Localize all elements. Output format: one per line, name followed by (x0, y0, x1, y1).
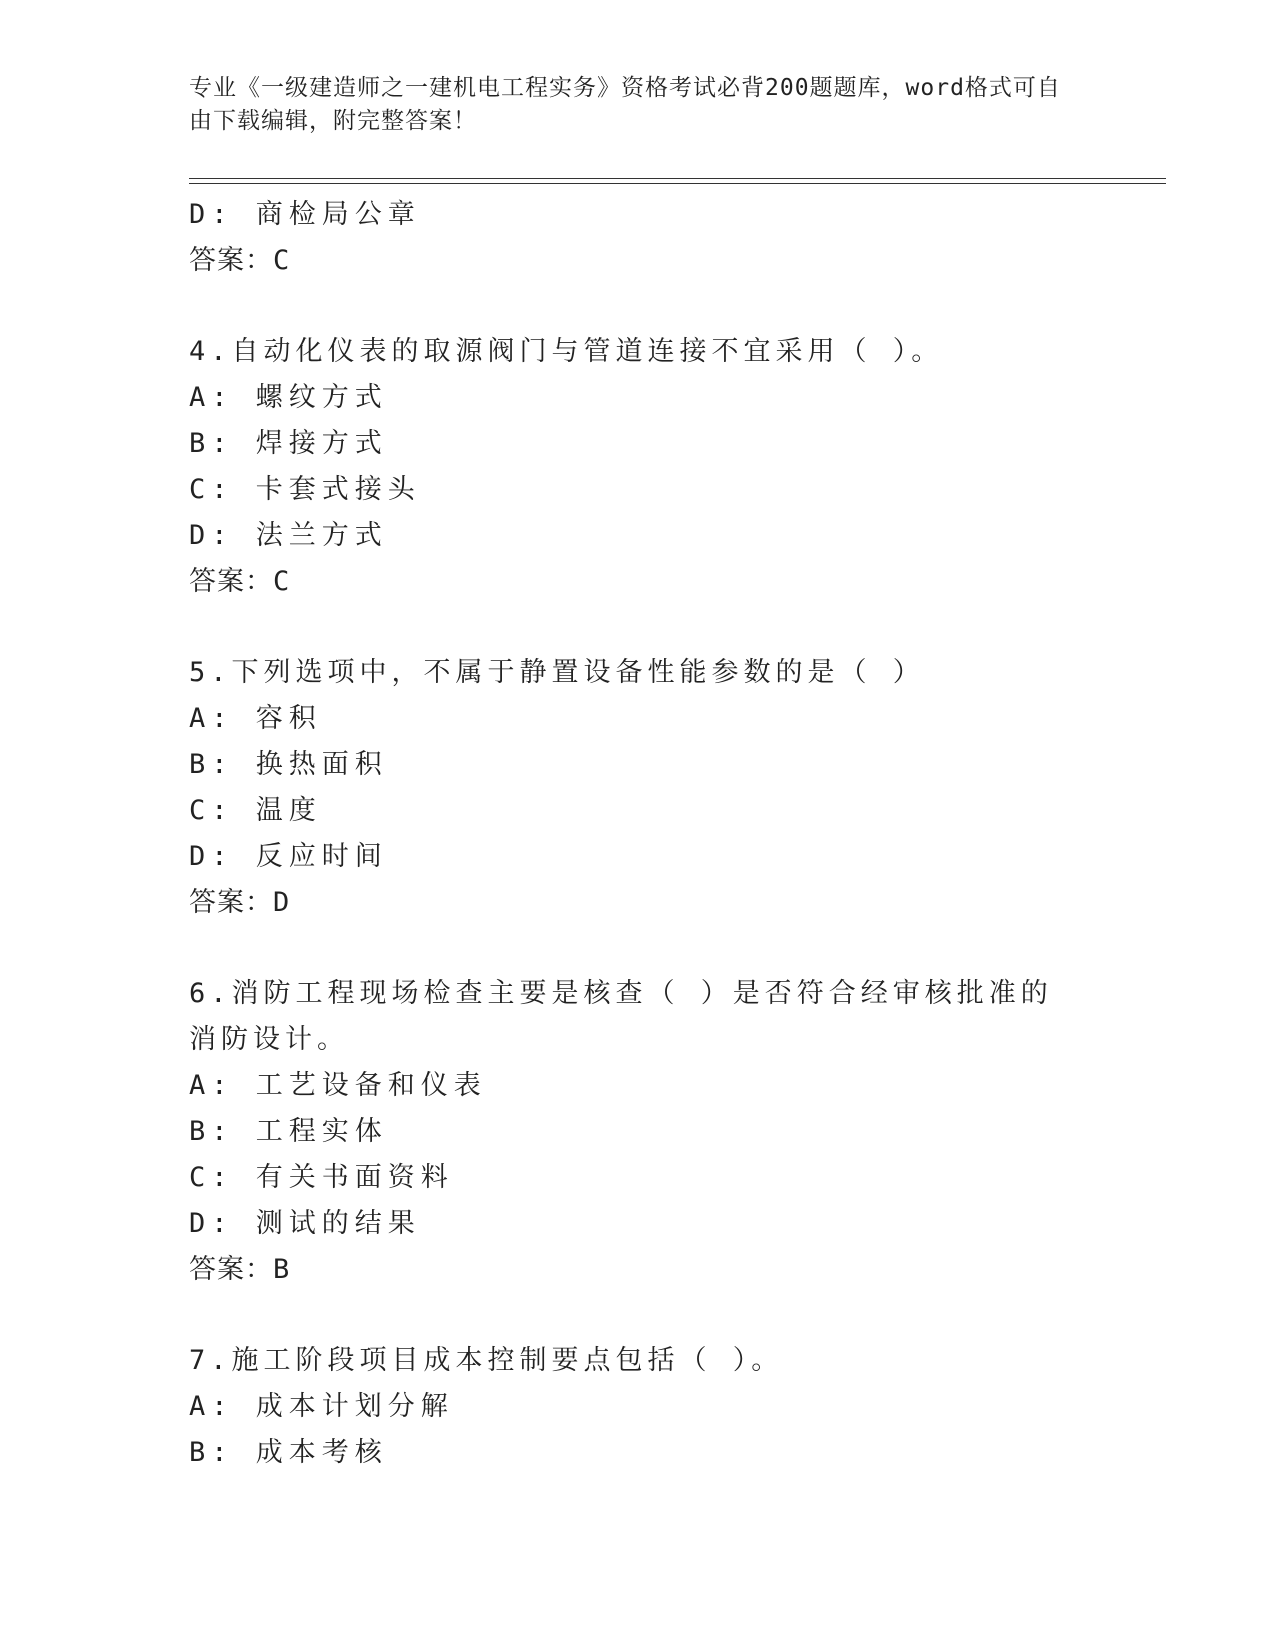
option-b: B: 焊接方式 (189, 428, 388, 459)
question-list (189, 192, 1089, 1476)
option-b: B: 成本考核 (189, 1437, 388, 1468)
option-c: C: 有关书面资料 (189, 1162, 454, 1193)
option-a: A: 螺纹方式 (189, 382, 388, 413)
option-a: A: 工艺设备和仪表 (189, 1070, 487, 1101)
question-3-tail (189, 192, 1089, 284)
option-d: D: 反应时间 (189, 841, 388, 872)
question-text: 4.自动化仪表的取源阀门与管道连接不宜采用（ ）。 (189, 336, 944, 367)
question-4 (189, 329, 1089, 605)
header-divider-bottom (189, 183, 1166, 184)
option-b: B: 工程实体 (189, 1116, 388, 1147)
question-5 (189, 650, 1089, 926)
question-text: 5.下列选项中，不属于静置设备性能参数的是（ ） (189, 657, 925, 688)
option-d: D: 法兰方式 (189, 520, 388, 551)
answer-line: 答案：C (189, 566, 291, 597)
answer-line: 答案：B (189, 1254, 291, 1285)
option-a: A: 成本计划分解 (189, 1391, 454, 1422)
option-c: C: 温度 (189, 795, 322, 826)
document-header (189, 72, 1069, 138)
option-d: D: 测试的结果 (189, 1208, 421, 1239)
option-c: C: 卡套式接头 (189, 474, 421, 505)
question-text: 7.施工阶段项目成本控制要点包括（ ）。 (189, 1345, 784, 1376)
answer-line: 答案：D (189, 887, 291, 918)
option-d: D: 商检局公章 (189, 199, 421, 230)
option-a: A: 容积 (189, 703, 322, 734)
option-b: B: 换热面积 (189, 749, 388, 780)
header-title: 专业《一级建造师之一建机电工程实务》资格考试必背200题题库，word格式可自由下载编辑，附完整答案！ (189, 75, 1061, 134)
header-divider-top (189, 178, 1166, 179)
answer-line: 答案：C (189, 245, 291, 276)
question-text: 6.消防工程现场检查主要是核查（ ）是否符合经审核批准的消防设计。 (189, 978, 1053, 1055)
question-7 (189, 1338, 1089, 1476)
question-6 (189, 971, 1089, 1293)
